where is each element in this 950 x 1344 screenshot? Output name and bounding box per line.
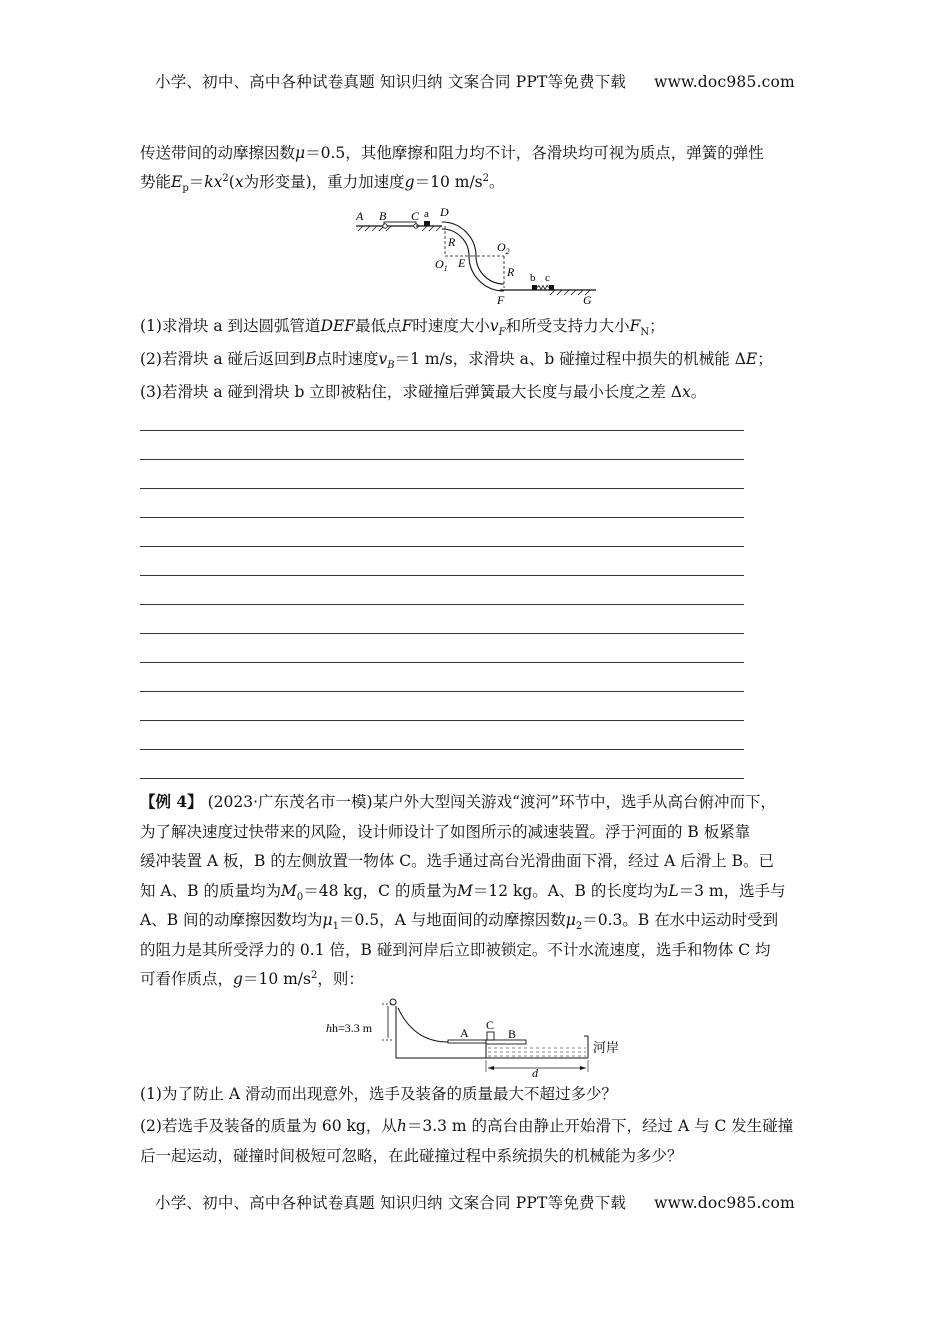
label-E: E [458,256,466,270]
intro-l1a: 传送带间的动摩擦因数 [140,144,296,162]
questions-block [140,312,830,407]
answer-line [140,488,744,489]
header-text: 小学、初中、高中各种试卷真题 知识归纳 文案合同 PPT等免费下载 [155,73,627,91]
block-a [424,221,430,226]
ex4-question-2-cont [140,1141,830,1171]
water-lines [488,1048,586,1056]
answer-line [140,778,744,779]
q2-B: B [305,350,317,368]
label-b: b [530,272,536,284]
answer-line [140,517,744,518]
q1c: 时速度大小 [412,317,490,335]
answer-line [140,604,744,605]
answer-line [140,720,744,721]
answer-line [140,691,744,692]
ex4-l4c: ＝12 kg。A、B 的长度均为 [472,881,669,900]
question-3 [140,378,830,407]
label-C: C [411,209,420,223]
intro-g: g [404,173,415,191]
slide-curve [398,1008,448,1042]
q3-x: x [681,383,691,401]
label-O1: $O_1$ [435,257,448,273]
river-diagram [326,998,646,1078]
label-d: d [532,1066,538,1078]
answer-line [140,575,744,576]
label-G: G [583,293,592,307]
label-A: A [356,209,364,223]
intro-kx: kx [204,173,223,191]
intro-l2a: 势能 [140,173,172,191]
q3b: 。 [690,383,707,401]
ex4-L: L [668,881,679,900]
player-icon [390,999,396,1005]
q2c: ＝1 m/s，求滑块 a、b 碰撞过程中损失的机械能 Δ [394,350,746,368]
question-2 [140,345,830,374]
q1-FNsub: N [640,327,650,339]
ex4-question-2 [140,1111,830,1141]
ex4-question-1 [140,1079,830,1109]
ex4-line-1 [140,787,830,818]
ex4-line-2 [140,818,830,848]
platform-hatch [422,226,441,231]
page-header [0,70,950,92]
ex4q2-h: h [396,1117,407,1135]
intro-exp-g: 2 [482,172,489,184]
intro-l2f: 。 [489,173,505,191]
ex4-l7b: ＝10 m/s [242,970,311,988]
intro-exp: 2 [222,172,229,184]
answer-line [140,430,744,431]
label-D: D [440,205,449,219]
q1d: 和所受支持力大小 [505,317,630,335]
intro-line-1 [140,139,830,168]
label-a: a [424,208,429,220]
label-c: c [545,272,550,284]
intro-l2b: ＝ [188,173,205,191]
ex4-l4d: ＝3 m，选手与 [678,881,786,900]
label-O2: $O_2$ [497,240,510,256]
q2-E: E [745,350,758,368]
intro-l2c: ( [228,173,235,191]
ex4q2c: 后一起运动，碰撞时间极短可忽略，在此碰撞过程中系统损失的机械能为多少？ [140,1147,683,1165]
footer-text: 小学、初中、高中各种试卷真题 知识归纳 文案合同 PPT等免费下载 [155,1194,627,1212]
intro-mu: μ [295,144,306,162]
ex4-tag: 【例 4】 [140,792,203,811]
answer-line [140,633,744,634]
ex4-g: g [233,970,243,988]
intro-l2d: 为形变量)，重力加速度 [243,173,405,191]
ex4-M: M [456,881,473,900]
answer-line [140,546,744,547]
intro-Ep-sub: p [182,183,189,195]
label-h: hh=3.3 m [326,1021,373,1035]
ex4-l5b: ＝0.5，A 与地面间的动摩擦因数 [338,911,566,929]
object-C [487,1032,494,1040]
ex4-l1: (2023·广东茂名市一模)某户外大型闯关游戏“渡河”环节中，选手从高台俯冲而下， [207,793,776,811]
board-B [486,1040,526,1044]
ex4-mu2sub: 2 [575,921,583,933]
answer-line [140,662,744,663]
answer-line [140,459,744,460]
label-B: B [379,209,387,223]
q2b: 点时速度 [316,350,379,368]
intro-line-2 [140,168,830,197]
page-footer [0,1191,950,1213]
ex4-l4b: ＝48 kg，C 的质量为 [303,881,457,900]
ex4-line-4 [140,877,830,907]
ex4-mu2: μ [565,911,576,929]
label-C2: C [486,1018,495,1032]
footer-site: www.doc985.com [654,1194,795,1212]
intro-x: x [234,173,244,191]
q2-vBsub: B [387,360,395,372]
ex4q2b: ＝3.3 m 的高台由静止开始滑下，经过 A 与 C 发生碰撞 [406,1117,794,1135]
ex4-M0: M [280,881,297,900]
ex4-mu1sub: 1 [332,921,339,933]
ex4-l3: 缓冲装置 A 板，B 的左侧放置一物体 C。选手通过高台光滑曲面下滑，经过 A 后滑上 B。已 [140,852,775,870]
ex4-l5a: A、B 间的动摩擦因数均为 [140,911,323,929]
ex4-line-3 [140,847,830,877]
q1a: (1)求滑块 a 到达圆弧管道 [140,317,321,335]
header-site: www.doc985.com [654,73,795,91]
block-b [532,285,537,290]
label-B2: B [508,1027,517,1041]
answer-line [140,749,744,750]
ex4q2a: (2)若选手及装备的质量为 60 kg，从 [140,1117,397,1135]
block-c [549,285,554,290]
ex4-l4a: 知 A、B 的质量均为 [140,881,281,900]
intro-Ep: E [171,173,183,191]
ex4-line-6 [140,936,830,966]
ex4-exp: 2 [310,969,318,981]
label-R1: R [448,235,456,249]
q1-F: F [401,317,413,335]
intro-paragraph [140,139,830,197]
q1-vsub: F [498,327,506,339]
ex4-l6: 的阻力是其所受浮力的 0.1 倍，B 碰到河岸后立即被锁定。不计水流速度，选手和物体 C 均 [140,940,771,959]
question-1 [140,312,830,341]
ex4q1: (1)为了防止 A 滑动而出现意外，选手及装备的质量最大不超过多少？ [140,1085,618,1103]
q1-FN: F [629,317,641,335]
q1-DEF: DEF [320,317,356,335]
ex4-mu1: μ [322,911,333,929]
h-value: h=3.3 m [332,1021,373,1035]
ex4-l7a: 可看作质点， [140,970,234,988]
label-A2: A [460,1026,469,1040]
label-F: F [497,293,505,307]
roller-left [383,224,387,228]
q1-v: v [489,317,499,335]
q1b: 最低点 [355,317,402,335]
q2a: (2)若滑块 a 碰后返回到 [140,350,306,368]
ex4-line-5 [140,906,830,936]
q2d: ； [757,350,773,368]
q3a: (3)若滑块 a 碰到滑块 b 立即被粘住，求碰撞后弹簧最大长度与最小长度之差 Δ [140,383,682,401]
track-diagram [350,204,610,308]
q1e: ； [649,317,665,335]
spring [537,286,549,290]
label-R2: R [507,265,515,279]
example-4 [140,787,830,995]
q2-vB: v [378,350,388,368]
tube-outer [442,222,504,284]
ex4-line-7 [140,965,830,995]
ex4-l7c: ，则： [317,970,364,988]
ex4-l2: 为了解决速度过快带来的风险，设计师设计了如图所示的减速装置。浮于河面的 B 板紧靠 [140,822,751,841]
intro-l2e: ＝10 m/s [414,173,483,191]
board-A [448,1040,486,1043]
label-bank: 河岸 [593,1040,620,1055]
intro-l1b: ＝0.5，其他摩擦和阻力均不计，各滑块均可视为质点，弹簧的弹性 [305,144,764,162]
ex4-M0sub: 0 [296,891,304,903]
example-4-questions [140,1079,830,1171]
ex4-l5c: ＝0.3。B 在水中运动时受到 [582,911,779,929]
